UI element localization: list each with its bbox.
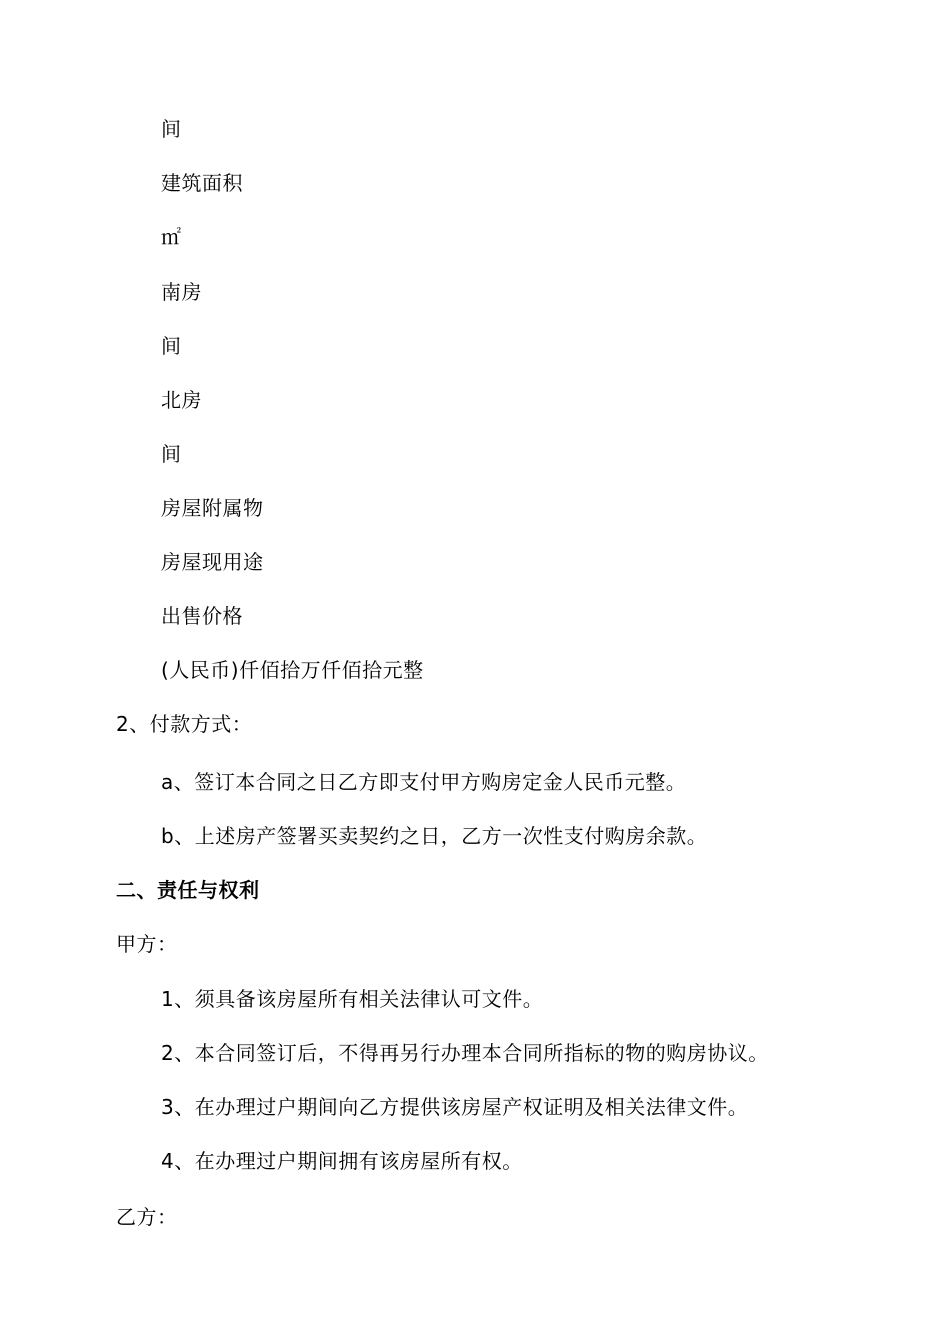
payment-item: b、上述房产签署买卖契约之日，乙方一次性支付购房余款。 bbox=[161, 824, 708, 848]
table-line: 房屋现用途 bbox=[161, 550, 264, 574]
party-a-item: 2、本合同签订后，不得再另行办理本合同所指标的物的购房协议。 bbox=[161, 1041, 769, 1065]
table-line: (人民币)仟佰拾万仟佰拾元整 bbox=[161, 658, 424, 682]
table-line: 出售价格 bbox=[161, 604, 243, 628]
table-line: 南房 bbox=[161, 280, 202, 304]
party-a-label: 甲方： bbox=[116, 932, 178, 956]
table-line: 间 bbox=[161, 334, 182, 358]
payment-item: a、签订本合同之日乙方即支付甲方购房定金人民币元整。 bbox=[161, 770, 687, 794]
table-line: 房屋附属物 bbox=[161, 496, 264, 520]
party-a-item: 3、在办理过户期间向乙方提供该房屋产权证明及相关法律文件。 bbox=[161, 1095, 749, 1119]
table-line: 间 bbox=[161, 442, 182, 466]
table-line: 建筑面积 bbox=[161, 171, 243, 195]
payment-heading: 2、付款方式： bbox=[116, 712, 253, 736]
party-a-item: 4、在办理过户期间拥有该房屋所有权。 bbox=[161, 1149, 523, 1173]
section-two-title: 二、责任与权利 bbox=[116, 878, 260, 902]
party-a-item: 1、须具备该房屋所有相关法律认可文件。 bbox=[161, 987, 544, 1011]
table-line: ㎡ bbox=[161, 225, 182, 249]
table-line: 间 bbox=[161, 117, 182, 141]
table-line: 北房 bbox=[161, 388, 202, 412]
party-b-label: 乙方： bbox=[116, 1205, 178, 1229]
